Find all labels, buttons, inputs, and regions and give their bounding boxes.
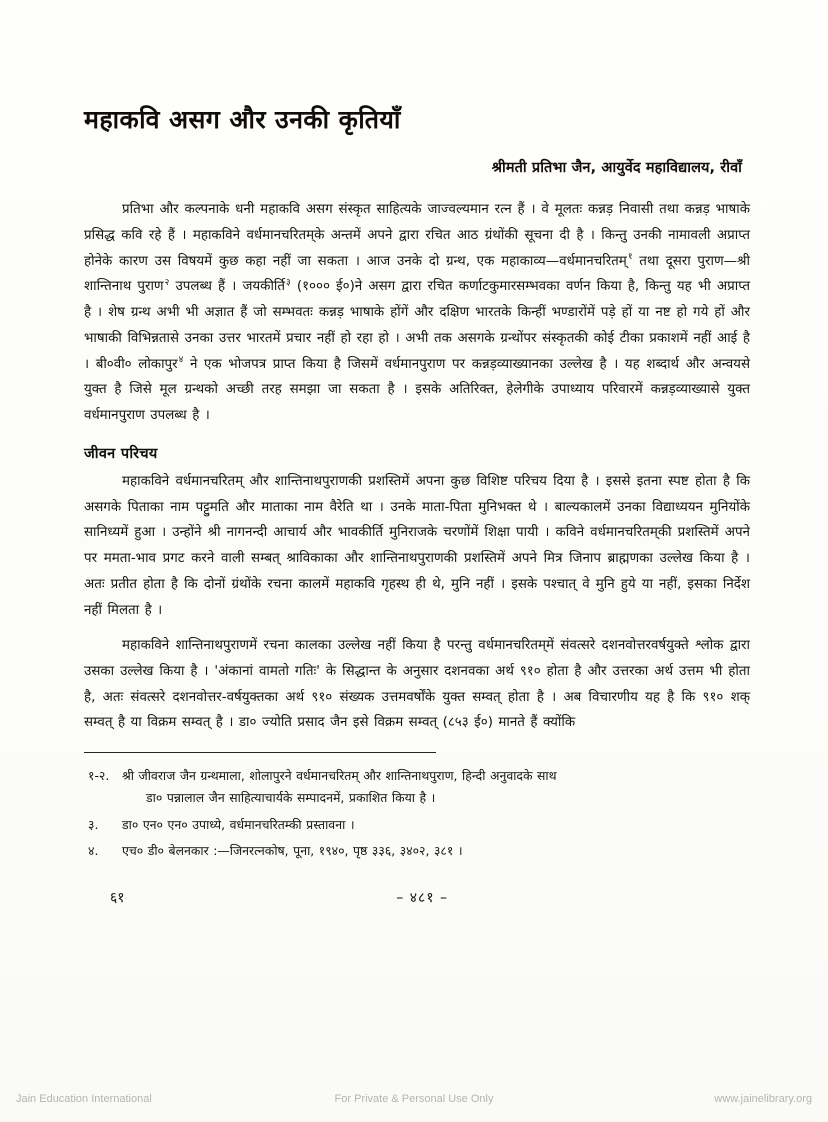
page-content (84, 104, 750, 916)
footnote-number: ३. (88, 816, 99, 832)
author-byline: श्रीमती प्रतिभा जैन, आयुर्वेद महाविद्यालय, रीवाँ (491, 160, 742, 177)
paragraph-1-segment-d: (१००० ई०)ने असग द्वारा रचित कर्णाटकुमारसम्भवका वर्णन किया है, किन्तु यह भी अप्राप्त है । शेष ग्रन्थ अभी भी अज्ञात हैं जो सम्भवतः कन्नड़ भाषाके होंगें और दक्षिण भारतके किन्हीं भण्डारोंमें पड़े हों या नष्ट हो गये हों और भाषाकी विभिन्नतासे उनका उत्तर भारतमें प्रचार नहीं हो रहा हो । अभी तक असगके ग्रन्थोंपर संस्कृतकी कोई टीका प्रकाशमें नहीं आई है । बी०वी० लोकापुर (84, 279, 751, 372)
footnote-marker-4: ४ (178, 355, 184, 366)
footer-website-link[interactable]: www.jainelibrary.org (714, 1093, 812, 1105)
footnote-item (84, 814, 750, 836)
paragraph-1-segment-a: प्रतिभा और कल्पनाके धनी महाकवि असग संस्कृत साहित्यके जाज्वल्यमान रत्न हैं । वे मूलतः कन्नड़ निवासी तथा कन्नड़ भाषाके प्रसिद्ध कवि रहे हैं । महाकविने वर्धमानचरितम्‌के अन्तमें अपने द्वारा रचित आठ ग्रंथोंकी सूचना दी है । किन्तु उनकी नामावली अप्राप्त होनेके कारण उस विषयमें कुछ कहा नहीं जा सकता । आज उनके दो ग्रन्थ, एक महाकाव्य—वर्धमानचरितम्‌ (84, 202, 750, 269)
footnote-marker-3: ३ (286, 277, 291, 288)
page-title: महाकवि असग और उनकी कृतियाँ (84, 105, 401, 134)
paragraph-1-segment-c: उपलब्ध हैं । जयकीर्ति (169, 279, 286, 295)
footnote-separator-rule (84, 752, 436, 753)
page-number-center: – ४८१ – (396, 890, 449, 907)
page-number-left: ६१ (110, 890, 125, 907)
section-heading-life-introduction: जीवन परिचय (84, 445, 158, 462)
footnote-marker-1: १ (627, 252, 633, 263)
footnote-line-1: श्री जीवराज जैन ग्रन्थमाला, शोलापुरने वर्धमानचरितम् और शान्तिनाथपुराण, हिन्दी अनुवादके साथ (122, 768, 557, 784)
footnote-text: एच० डी० बेलनकार :—जिनरत्नकोष, पूना, १९४०, पृष्ठ ३३६, ३४०२, ३८१ । (122, 843, 463, 859)
paragraph-1-segment-e: ने एक भोजपत्र प्राप्त किया है जिसमें वर्धमानपुराण पर कन्नड़व्याख्यानका उल्लेख है । यह शब्दार्थ और अन्वयसे युक्त है जिसे मूल ग्रन्थको अच्छी तरह समझा जा सकता है । इसके अतिरिक्त, हेलेगीके उपाध्याय परिवारमें कन्नड़व्याख्यासे युक्त वर्धमानपुराण उपलब्ध है । (84, 356, 750, 424)
body-paragraph-1 (84, 197, 750, 429)
body-paragraph-3: महाकविने शान्तिनाथपुराणमें रचना कालका उल्लेख नहीं किया है परन्तु वर्धमानचरितम्‌में संवत्सरे दशनवोत्तरवर्षयुक्ते श्लोक द्वारा उसका उल्लेख किया है । 'अंकानां वामतो गतिः' के सिद्धान्त के अनुसार दशनवका अर्थ ९१० होता है और उत्तरका अर्थ उत्तम भी होता है, अतः संवत्सरे दशनवोत्तर-वर्षयुक्तका अर्थ ९१० संख्यक उत्तमवर्षोंके युक्त सम्वत् होता है । अब विचारणीय यह है कि ९१० शक् सम्वत् है या विक्रम सम्वत् है । डा० ज्योति प्रसाद जैन इसे विक्रम सम्वत् (८५३ ई०) मानते हैं क्योंकि (84, 638, 750, 731)
footnote-item (84, 840, 750, 862)
footnote-line-2: डा० पन्नालाल जैन साहित्याचार्यके सम्पादनमें, प्रकाशित किया है । (146, 789, 436, 805)
footnote-list (84, 765, 750, 862)
footer-usage-notice: For Private & Personal Use Only (334, 1093, 494, 1105)
footnote-number: ४. (88, 843, 99, 859)
body-paragraph-2: महाकविने वर्धमानचरितम्‌ और शान्तिनाथपुराणकी प्रशस्तिमें अपना कुछ विशिष्ट परिचय दिया है । इससे इतना स्पष्ट होता है कि असगके पिताका नाम पट्टुमति और माताका नाम वैरेति था । उनके माता-पिता मुनिभक्त थे । बाल्यकालमें उनका विद्याध्ययन मुनियोंके सानिध्यमें हुआ । उन्होंने श्री नागनन्दी आचार्य और भावकीर्ति मुनिराजके चरणोंमें शिक्षा पायी । कविने वर्धमानचरितम्‌की प्रशस्तिमें अपने पर ममता-भाव प्रगट करने वाली सम्बत् श्राविकाका और शान्तिनाथपुराणकी प्रशस्तिमें अपने मित्र जिनाप ब्राह्मणका उल्लेख किया है । अतः प्रतीत होता है कि दोनों ग्रंथोंके रचना कालमें महाकवि गृहस्थ ही थे, मुनि नहीं । इसके पश्चात् वे मुनि हुये या नहीं, इसका निर्देश नहीं मिलता है । (84, 473, 750, 618)
page-number-row (84, 888, 750, 916)
paragraph-1-segment-b: तथा दूसरा पुराण—श्री शान्तिनाथ पुराण (84, 253, 750, 295)
footnote-text (122, 765, 750, 808)
footnote-number: १-२. (88, 768, 110, 784)
footnote-marker-2: २ (164, 277, 170, 288)
footnote-text: डा० एन० एन० उपाध्ये, वर्धमानचरितम्की प्रस्तावना । (122, 816, 355, 832)
footnote-item (84, 765, 750, 808)
page-footer (0, 1076, 828, 1122)
footer-organization: Jain Education International (16, 1093, 152, 1105)
